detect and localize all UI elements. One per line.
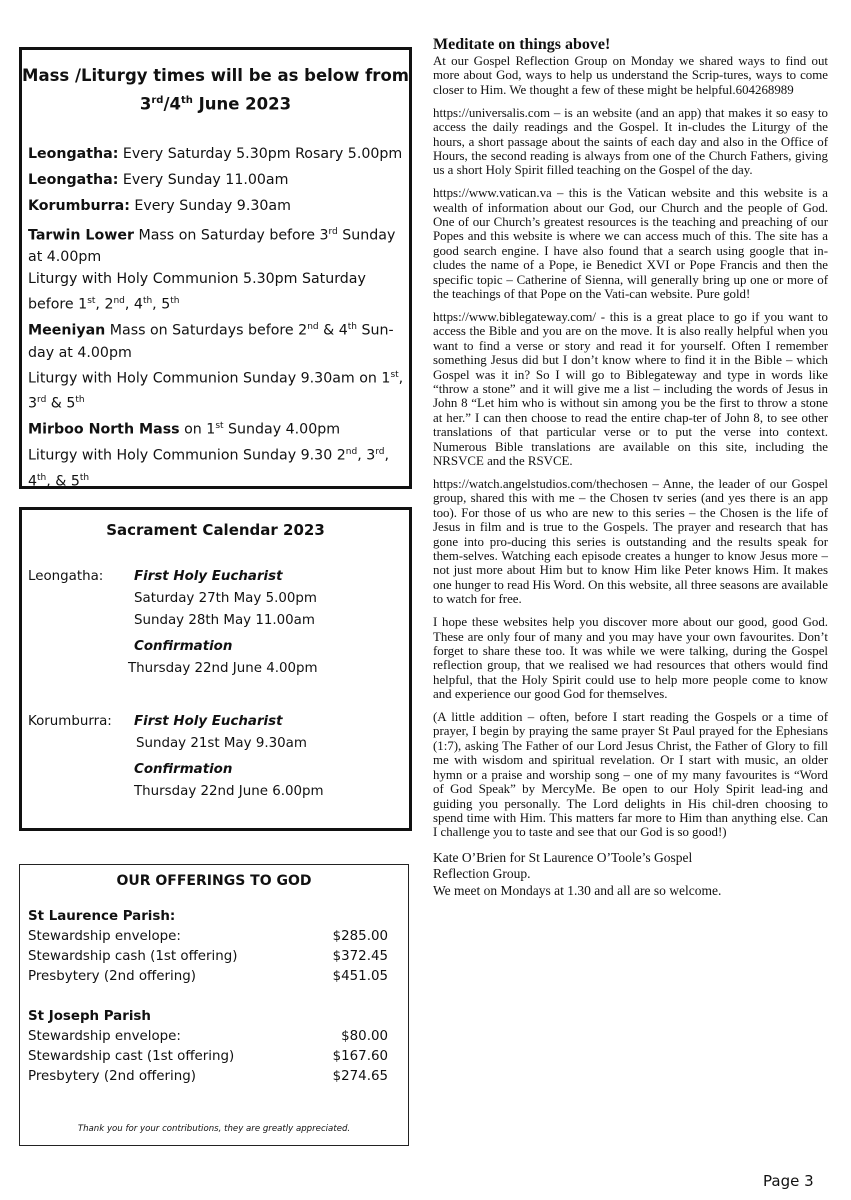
sacrament-date: Sunday 28th May 11.00am: [134, 613, 315, 628]
parish-heading: St Laurence Parish:: [28, 909, 176, 924]
thanks-note: Thank you for your contributions, they are greatly appreciated.: [77, 1124, 351, 1134]
korumburra-label: Korumburra:: [28, 714, 112, 729]
offering-row: Stewardship envelope: $285.00: [28, 929, 388, 944]
mass-line: Tarwin Lower Mass on Saturday before 3rd Sunday at 4.00pm: [28, 226, 396, 266]
mass-line: Liturgy with Holy Communion Sunday 9.30 2nd, 3rd, 4th, & 5th: [28, 446, 390, 490]
confirmation-label: Confirmation: [134, 639, 233, 654]
article-paragraph: At our Gospel Reflection Group on Monday we shared ways to find out more about God, ways to help us understand the Scrip-tures, ways to come closer to Him. We thought a few of these might be helpful.604268989: [433, 54, 828, 97]
article-paragraph: https://www.biblegateway.com/ - this is a great place to go if you want to access the Bible and you are on the move. It is also really helpful when you want to find a verse or story and read it for yourself. Often I remember something Jesus did but I don’t know where to find it in the Bible – which Gospel was it in? So I will go to Biblegateway and type in words like “throw a stone” and it will give me a list – including the words of Jesus in John 8 “Let him who is without sin among you be the first to throw a stone at her.” I can then choose to read the entire chap-ter of John 8, to see other translations of that particular verse or to put the verse into context. Numerous Bible translations are available on this site, including the NRSVCE and the RSVCE.: [433, 310, 828, 469]
article-signature: Kate O’Brien for St Laurence O’Toole’s Gospel Reflection Group. We meet on Mondays at 1.30 and all are so welcome.: [433, 849, 722, 898]
parish-heading: St Joseph Parish: [28, 1009, 151, 1024]
sacrament-date: Thursday 22nd June 4.00pm: [128, 661, 318, 676]
leongatha-sacraments: [28, 566, 398, 680]
mass-line: Leongatha: Every Sunday 11.00am: [28, 171, 289, 188]
st-joseph-offerings: [28, 1007, 388, 1087]
article-paragraph: https://universalis.com – is an website (and an app) that makes it so easy to access the daily readings and the Gospel. It in-cludes the Liturgy of the hours, a short passage about the saints of each day and also in the Office of Hours, the second reading is always from one of the Church Fathers, giving us a short Holy Spirit filled teaching on the Gospel of the day.: [433, 105, 828, 178]
article-paragraph: (A little addition – often, before I start reading the Gospels or a time of prayer, I begin by praying the same prayer St Paul prayed for the Ephesians (1:7), asking The Father of our Lord Jesus Christ, the Father of Glory to fill me with wisdom and spiritual revelation. Or I start with music, an older hymn or a praise and worship song – one of my many favourites is “Word of God Speak” by MercyMe. Be open to our Holy Spirit lead-ing and guiding you personally. The Lord delights in His chil-dren choosing to spend time with Him. This matters far more to Him than anything else. Can I challenge you to taste and see that our God is so good!): [433, 710, 828, 840]
mass-line: Korumburra: Every Sunday 9.30am: [28, 197, 291, 214]
article: [433, 36, 828, 899]
offerings-title: OUR OFFERINGS TO GOD: [116, 873, 312, 889]
sacrament-date: Sunday 21st May 9.30am: [136, 736, 307, 751]
page-number: Page 3: [763, 1172, 814, 1190]
first-holy-eucharist-label: First Holy Eucharist: [134, 714, 283, 729]
st-laurence-offerings: [28, 907, 388, 987]
korumburra-sacraments: [28, 711, 398, 803]
article-paragraph: I hope these websites help you discover more about our good, good God. These are only four of many and you may have your own favourites. Don’t forget to share these too. It was while we were talking, during the Gospel reflection group, that we realised we had resources that others would find helpful, that the Holy Spirit could use to help more people come to know and experience our good God for themselves.: [433, 615, 828, 702]
mass-times-list: [28, 143, 409, 493]
mass-line: Meeniyan Mass on Saturdays before 2nd & 4th Sun-day at 4.00pm: [28, 321, 394, 361]
sacrament-calendar-title: Sacrament Calendar 2023: [106, 521, 325, 539]
mass-line: Liturgy with Holy Communion Sunday 9.30am on 1st, 3rd & 5th: [28, 369, 404, 413]
mass-line: Mirboo North Mass on 1st Sunday 4.00pm: [28, 421, 341, 438]
article-paragraph: https://www.vatican.va – this is the Vatican website and this website is a wealth of information about our God, our Church and the people of God. One of our Church’s greatest resources is the teaching and preaching of our Popes and this website is where we can access much of this. The site has a good search engine. I have also found that a search using google that in-cludes the name of a Pope, ie Benedict XVI or Pope Francis and then the specific topic – Catherine of Sienna, will generally bring up one or more of the teachings of that Pope on the Vati-can website. Pure gold!: [433, 186, 828, 302]
offering-row: Stewardship cast (1st offering) $167.60: [28, 1049, 388, 1064]
mass-times-box: [19, 47, 412, 489]
mass-times-title: Mass /Liturgy times will be as below from 3rd/4th June 2023: [22, 66, 409, 114]
offerings-box: [19, 864, 409, 1146]
sacrament-date: Saturday 27th May 5.00pm: [134, 591, 317, 606]
offering-row: Stewardship cash (1st offering) $372.45: [28, 949, 388, 964]
offering-row: Stewardship envelope: $80.00: [28, 1029, 388, 1044]
article-paragraph: https://watch.angelstudios.com/thechosen – Anne, the leader of our Gospel group, shared this with me – the Chosen tv series (and yes there is an app too). For those of us who are new to this series – the Chosen is the life of Jesus in film and is true to the Gospels. The prayer and research that has gone into pro-ducing this series is outstanding and the results speak for them-selves. Watching each episode creates a hunger to know Jesus more – not just more about Him but to know Him like Peter knows Him. It makes one hunger to read His Word. On this website, all three seasons are available to watch for free.: [433, 476, 828, 607]
mass-line: Leongatha: Every Saturday 5.30pm Rosary 5.00pm: [28, 145, 403, 162]
offering-row: Presbytery (2nd offering) $451.05: [28, 969, 388, 984]
sacrament-date: Thursday 22nd June 6.00pm: [134, 784, 324, 799]
confirmation-label: Confirmation: [134, 762, 233, 777]
sacrament-calendar-box: [19, 507, 412, 831]
leongatha-label: Leongatha:: [28, 569, 104, 584]
article-heading: Meditate on things above!: [433, 36, 611, 53]
offering-row: Presbytery (2nd offering) $274.65: [28, 1069, 388, 1084]
mass-line: Liturgy with Holy Communion 5.30pm Saturday before 1st, 2nd, 4th, 5th: [28, 271, 366, 313]
first-holy-eucharist-label: First Holy Eucharist: [134, 569, 283, 584]
